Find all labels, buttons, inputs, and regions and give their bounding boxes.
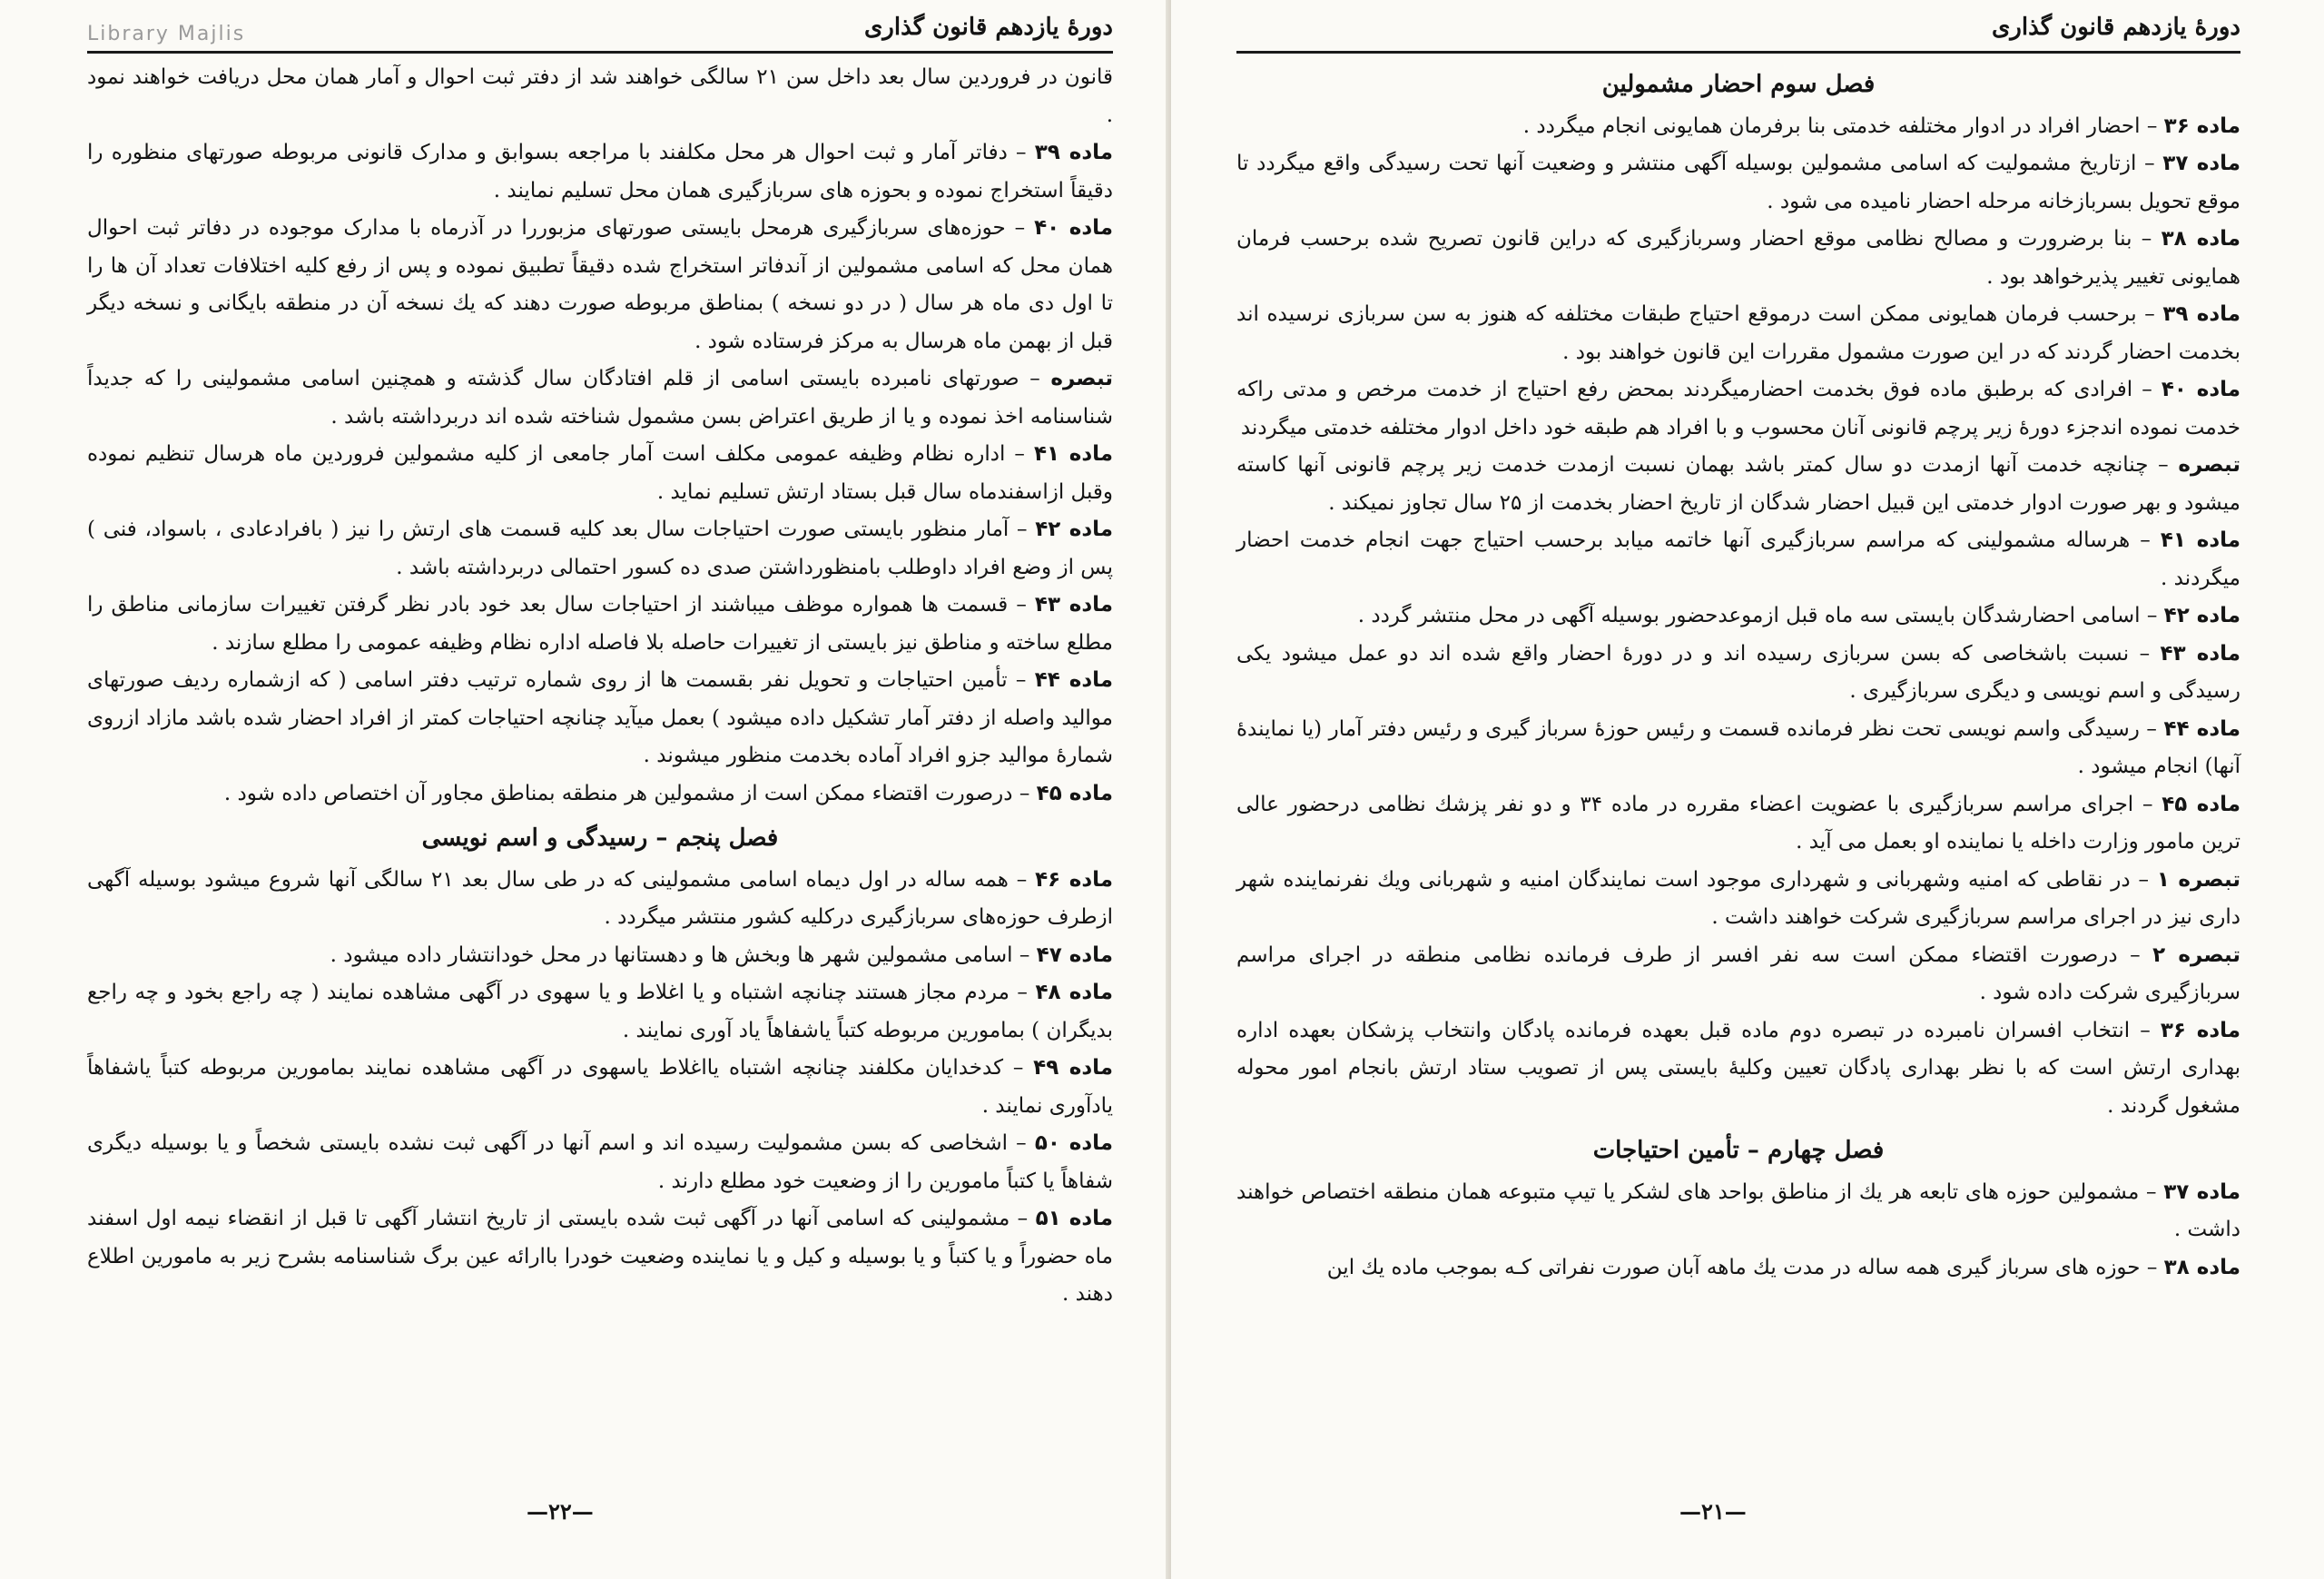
article-label: ماده ۴۴: [2163, 716, 2241, 741]
article-label: ماده ۴۰: [2161, 378, 2241, 401]
article-label: تبصره: [2178, 453, 2240, 477]
article-text: – بنا برضرورت و مصالح نظامی موقع احضار وسربازگیری که دراین قانون تصریح شده برحسب فرمان همایونی تغییر پذیرخواهد بود .: [1236, 227, 2240, 289]
page-body: [87, 54, 1113, 1314]
article-text: – اسامی مشمولین شهر ها وبخش ها و دهستانها در محل خودانتشار داده میشود .: [330, 942, 1030, 967]
article-text: – ازتاریخ مشمولیت که اسامی مشمولین بوسیله آگهی منتشر و وضعیت آنها تحت رسیدگی واقع میگردد تا موقع تحویل بسربازخانه مرحله احضار نامیده می شود .: [1236, 152, 2240, 213]
article-label: ماده ۴۱: [2160, 528, 2241, 552]
chapter-title: فصل پنجم – رسیدگی و اسم نویسی: [421, 824, 779, 852]
article-paragraph: [1236, 296, 2240, 371]
article-paragraph: [87, 511, 1113, 587]
article-text: – حوزه های سرباز گیری همه ساله در مدت یك ماهه آبان صورت نفراتی کـه بموجب ماده یك این: [1326, 1255, 2158, 1279]
article-paragraph: [1236, 371, 2240, 447]
article-text: – اداره نظام وظیفه عمومی مکلف است آمار جامعی از کلیه مشمولین فروردین ماه هرسال تنظیم نموده وقبل ازاسفندماه سال قبل بستاد ارتش تسلیم نماید .: [87, 442, 1113, 504]
article-paragraph: [1236, 1012, 2240, 1126]
article-label: ماده ۴۶: [1035, 867, 1114, 892]
article-label: ماده ۳۹: [2162, 302, 2241, 326]
chapter-title: فصل چهارم – تأمین احتیاجات: [1592, 1137, 1885, 1164]
article-paragraph: [1236, 786, 2240, 862]
article-paragraph: [87, 937, 1113, 975]
page-body: [1236, 54, 2240, 1287]
article-text: – درصورت اقتضاء ممکن است از مشمولین هر منطقه بمناطق مجاور آن اختصاص داده شود .: [223, 781, 1030, 805]
article-label: ماده ۴۸: [1035, 981, 1114, 1004]
article-paragraph: [1236, 221, 2240, 296]
article-text: – دفاتر آمار و ثبت احوال هر محل مکلفند با مراجعه بسوابق و مدارک قانونی مربوطه صورتهای منظوره را دقیقاً استخراج نموده و بحوزه های سربازگیری همان محل تسلیم نمایند .: [87, 141, 1113, 202]
article-paragraph: [1236, 597, 2240, 636]
article-text: – مشمولین حوزه های تابعه هر یك از مناطق بواحد های لشکر یا تیپ متبوعه همان منطقه اختصاص خواهند داشت .: [1236, 1179, 2240, 1241]
article-paragraph: [1236, 447, 2240, 522]
page-number: —۲۲—: [527, 1498, 594, 1525]
article-label: ماده ۳۷: [2163, 1179, 2240, 1204]
header-title: دورهٔ یازدهم قانون گذاری: [1991, 14, 2240, 41]
article-label: ماده ۵۱: [1035, 1207, 1114, 1230]
article-label: تبصره ۱: [2156, 867, 2240, 892]
article-text: – در نقاطی که امنیه وشهربانی و شهرداری موجود است نمایندگان امنیه و شهربانی ویك نفرنماینده شهر داری نیز در اجرای مراسم سربازگیری شرکت خواهند داشت .: [1236, 867, 2240, 929]
article-text: – احضار افراد در ادوار مختلفه خدمتی بنا برفرمان همایونی انجام میگردد .: [1522, 113, 2158, 138]
article-paragraph: [1236, 937, 2240, 1012]
article-paragraph: [87, 360, 1113, 436]
article-text: – هرساله مشمولینی که مراسم سربازگیری آنها خاتمه میابد برحسب احتیاج جهت انجام خدمت احضار میگردند .: [1236, 528, 2240, 590]
article-paragraph: [1236, 145, 2240, 221]
article-text: – برحسب فرمان همایونی ممکن است درموقع احتیاج طبقات مختلفه که هنوز به سن سربازی نرسیده اند بخدمت احضار گردند که در این صورت مشمول مقررات این قانون خواهند بود .: [1236, 302, 2240, 364]
article-text: – چنانچه خدمت آنها ازمدت دو سال کمتر باشد بهمان نسبت ازمدت خدمت زیر پرچم قانونی آنها کاسته میشود و بهر صورت ادوار خدمتی این قبیل احضار شدگان از تاریخ احضار بخدمت از ۲۵ سال تجاوز نمیکند .: [1236, 453, 2240, 515]
article-paragraph: [87, 59, 1113, 134]
article-label: ماده ۳۹: [1034, 141, 1114, 164]
article-paragraph: [87, 436, 1113, 511]
article-text: – مشمولینی که اسامی آنها در آگهی ثبت شده بایستی از تاریخ انتشار آگهی تا قبل از انقضاء نیمه اول اسفند ماه حضوراً و یا کتباً و یا بوسیله و کیل و یا نماینده وضعیت خودرا باارائه عین برگ شناسنامه بشرح زیر به مامورین اطلاع دهند .: [87, 1207, 1113, 1306]
article-text: – اجرای مراسم سربازگیری با عضویت اعضاء مقرره در ماده ۳۴ و دو نفر پزشك نظامی درحضور عالی ترین مامور وزارت داخله یا نماینده او بعمل می آید .: [1236, 792, 2240, 854]
library-stamp: Library Majlis: [87, 23, 246, 45]
article-text: – آمار منظور بایستی صورت احتیاجات سال بعد کلیه قسمت های ارتش را نیز ( بافرادعادی ، باسواد، فنی ) پس از وضع افراد داوطلب بامنظورداشتن صدی ده کسور احتمالی دربرداشته باشد .: [87, 518, 1113, 579]
article-label: ماده ۳۶: [2160, 1018, 2241, 1042]
article-label: ماده ۴۰: [1034, 216, 1114, 240]
article-text: – اسامی احضارشدگان بایستی سه ماه قبل ازموعدحضور بوسیله آگهی در محل منتشر گردد .: [1357, 604, 2158, 627]
article-paragraph: [87, 587, 1113, 662]
right-page: [1171, 0, 2324, 1579]
article-paragraph: [1236, 522, 2240, 597]
header-title: دورهٔ یازدهم قانون گذاری: [863, 14, 1113, 41]
article-label: ماده ۴۳: [2160, 641, 2241, 666]
article-paragraph: [87, 134, 1113, 210]
article-paragraph: [1236, 108, 2240, 146]
article-paragraph: [1236, 711, 2240, 786]
article-label: ماده ۴۹: [1033, 1056, 1114, 1080]
article-text: – قسمت ها همواره موظف میباشند از احتیاجات سال بعد خود بادر نظر گرفتن تغییرات سازمانی مناطق را مطلع ساخته و مناطق نیز بایستی از تغییرات حاصله بلا فاصله اداره نظام وظیفه عمومی را مطلع سازند .: [87, 593, 1113, 655]
article-text: قانون در فروردین سال بعد داخل سن ۲۱ سالگی خواهند شد از دفتر ثبت احوال و آمار همان محل دریافت خواهند نمود .: [87, 65, 1113, 127]
article-text: – درصورت اقتضاء ممکن است سه نفر افسر از طرف فرمانده نظامی منطقه در اجرای مراسم سربازگیری شرکت داده شود .: [1236, 942, 2240, 1004]
article-label: ماده ۴۱: [1033, 442, 1114, 466]
page-number: —۲۱—: [1679, 1498, 1747, 1525]
article-text: – حوزه‌های سربازگیری هرمحل بایستی صورتهای مزبوررا در آذرماه با مدارک موجوده در دفاتر ثبت احوال همان محل که اسامی مشمولین از آندفاتر استخراج شده دقیقاً تطبیق نموده و پس از رفع کلیه اختلافات تعداد آن ها را تا اول دی ماه هر سال ( در دو نسخه ) بمناطق مربوطه صورت دهند که یك نسخه آن در منطقه بایگانی و نسخه دیگر قبل از بهمن ماه هرسال به مرکز فرستاده شود .: [87, 216, 1113, 353]
article-text: – انتخاب افسران نامبرده در تبصره دوم ماده قبل بعهده فرمانده پادگان وانتخاب پزشکان بعهده اداره بهداری ارتش است که با نظر بهداری پادگان تعیین وکلیهٔ بایستی پس از تصویب ستاد ارتش بانجام امور محوله مشغول گردند .: [1236, 1018, 2240, 1118]
article-paragraph: [87, 1050, 1113, 1125]
article-text: – نسبت باشخاصی که بسن سربازی رسیده اند و در دورهٔ احضار واقع شده اند دو عمل میشود یکی رسیدگی و اسم نویسی و دیگری سربازگیری .: [1236, 641, 2240, 703]
article-paragraph: [87, 1200, 1113, 1314]
article-paragraph: [87, 974, 1113, 1050]
article-paragraph: [87, 662, 1113, 775]
running-header: [1236, 0, 2240, 54]
article-paragraph: [87, 1125, 1113, 1200]
article-label: ماده ۵۰: [1034, 1131, 1113, 1155]
article-paragraph: [87, 210, 1113, 360]
article-label: ماده ۴۳: [1034, 593, 1113, 617]
running-header: [87, 0, 1113, 54]
article-paragraph: [1236, 1174, 2240, 1249]
article-label: ماده ۴۲: [2163, 604, 2240, 627]
article-text: – اشخاصی که بسن مشمولیت رسیده اند و اسم آنها در آگهی ثبت نشده بایستی شخصاً و یا بوسیله دیگری شفاهاً یا کتباً مامورین را از وضعیت خود مطلع دارند .: [87, 1131, 1113, 1193]
article-text: – همه ساله در اول دیماه اسامی مشمولینی که در طی سال بعد ۲۱ سالگی آنها شروع میشود بوسیله آگهی ازطرف حوزه‌های سربازگیری درکلیه کشور منتشر میگردد .: [87, 867, 1113, 929]
article-text: – تأمین احتیاجات و تحویل نفر بقسمت ها از روی شماره ترتیب دفتر اسامی ( که ازشماره ردیف صورتهای موالید واصله از دفتر آمار تشکیل داده میشود ) بعمل میآید چنانچه احتیاجات کمتر از افراد احضار شده باشد مازاد ازروی شمارهٔ موالید جزو افراد آماده بخدمت منظور میشوند .: [87, 668, 1113, 767]
article-paragraph: [87, 862, 1113, 937]
article-label: تبصره ۲: [2152, 942, 2241, 967]
article-text: – افرادی که برطبق ماده فوق بخدمت احضارمیگردند بمحض رفع احتیاج از خدمت مرخص و مدتی راکه خدمت نموده اندجزء دورهٔ زیر پرچم قانونی آنان محسوب و با افراد هم طبقه خود داخل ادوار مختلفه خدمتی میگردند: [1236, 378, 2240, 439]
article-label: ماده ۴۴: [1034, 668, 1114, 692]
chapter-title: فصل سوم احضار مشمولین: [1601, 71, 1876, 98]
article-label: ماده ۳۶: [2163, 113, 2240, 138]
article-label: ماده ۴۷: [1036, 942, 1113, 967]
article-text: – رسیدگی واسم نویسی تحت نظر فرمانده قسمت و رئیس حوزهٔ سرباز گیری و رئیس دفتر آمار (یا نمایندهٔ آنها) انجام میشود .: [1236, 716, 2240, 778]
article-paragraph: [1236, 636, 2240, 711]
article-label: ماده ۳۸: [2163, 1255, 2240, 1279]
article-label: ماده ۴۵: [2162, 792, 2241, 816]
article-paragraph: [87, 775, 1113, 814]
article-text: – کدخدایان مکلفند چنانچه اشتباه یااغلاط یاسهوی در آگهی مشاهده نمایند بمامورین مربوطه کتباً یاشفاهاً یادآوری نمایند .: [87, 1056, 1113, 1118]
article-paragraph: [1236, 862, 2240, 937]
article-text: – مردم مجاز هستند چنانچه اشتباه و یا اغلاط و یا سهوی در آگهی مشاهده نمایند ( چه راجع بخود و چه راجع بدیگران ) بمامورین مربوطه کتباً یاشفاهاً یاد آوری نمایند .: [87, 981, 1113, 1042]
article-label: تبصره: [1050, 367, 1113, 390]
article-label: ماده ۴۵: [1036, 781, 1113, 805]
article-label: ماده ۳۷: [2162, 152, 2241, 175]
article-label: ماده ۳۸: [2161, 227, 2240, 251]
article-text: – صورتهای نامبرده بایستی اسامی از قلم افتادگان سال گذشته و همچنین اسامی مشمولینی را که جدیداً شناسنامه اخذ نموده و یا از طریق اعتراض بسن مشمول شناخته شده اند دربرداشته باشد .: [87, 367, 1113, 429]
article-paragraph: [1236, 1249, 2240, 1288]
article-label: ماده ۴۲: [1035, 518, 1113, 541]
